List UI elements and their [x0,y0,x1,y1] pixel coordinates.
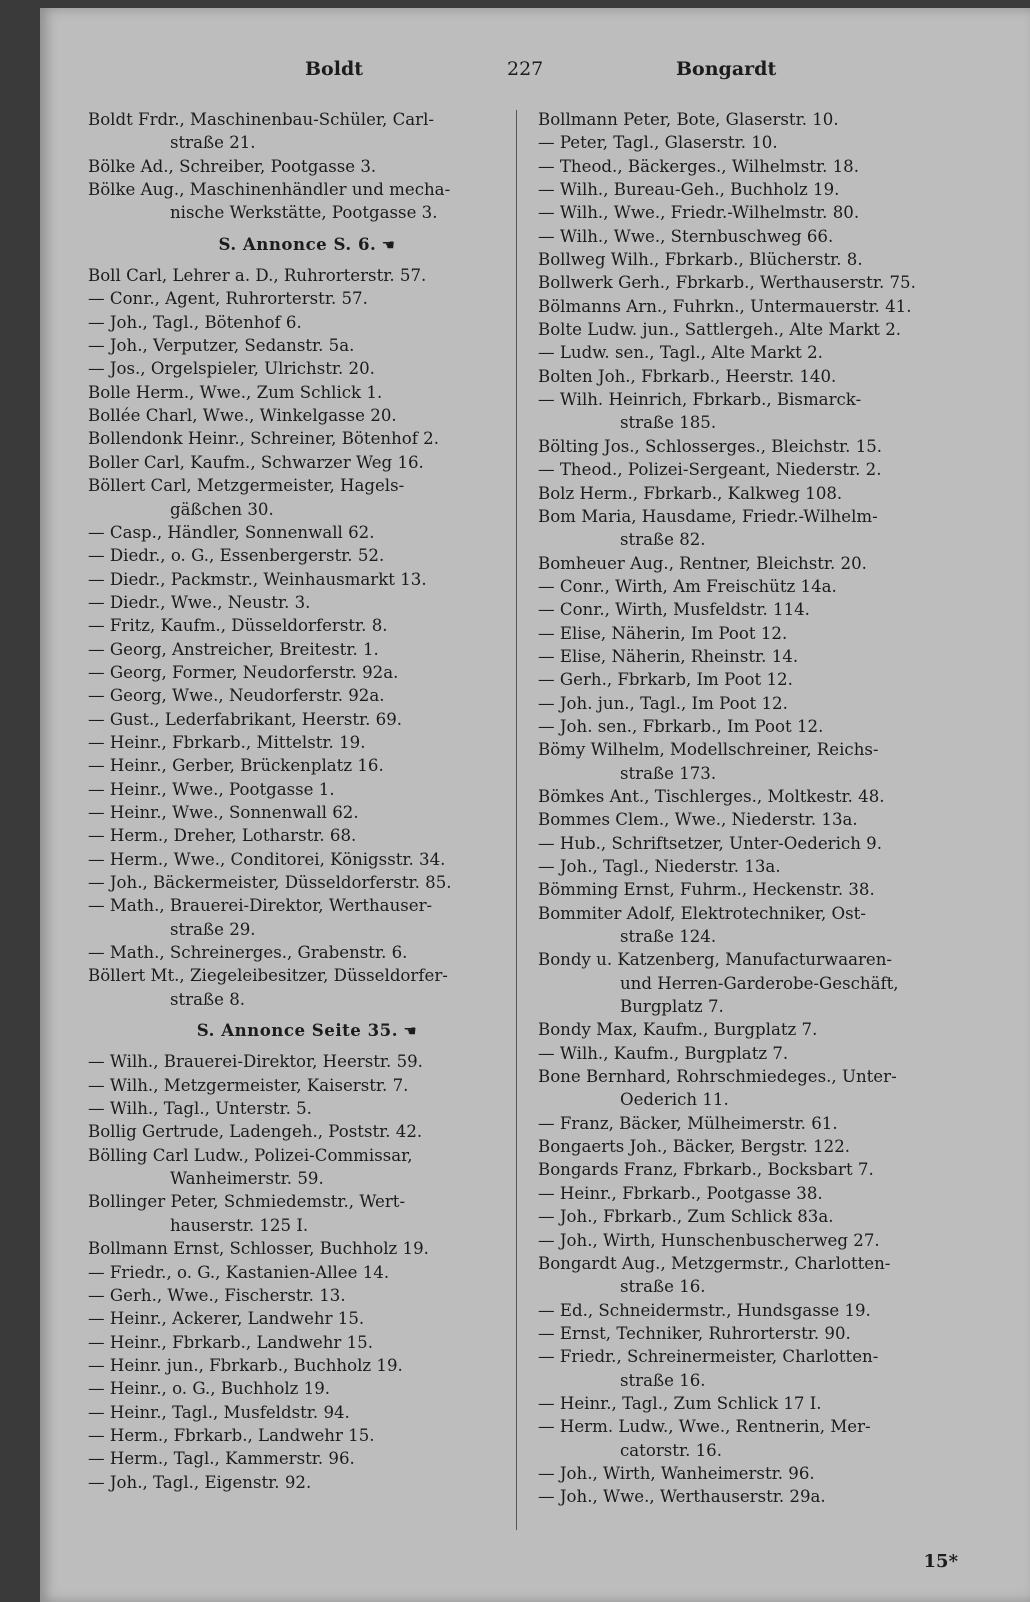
directory-entry [88,661,526,684]
directory-entry [88,357,526,380]
directory-entry [88,1307,526,1330]
entry-text: Bommiter Adolf, Elektrotechniker, Ost- [538,903,866,923]
directory-entry [538,435,976,458]
entry-text: — Herm., Tagl., Kammerstr. 96. [88,1449,355,1469]
directory-entry [88,381,526,404]
directory-entry [88,731,526,754]
header-right-keyword: Bongardt [676,58,777,80]
entry-text: Bölmanns Arn., Fuhrkn., Untermauerstr. 41. [538,296,912,316]
directory-entry [88,1120,526,1143]
entry-text: — Joh., Wirth, Hunschenbuscherweg 27. [538,1230,880,1250]
directory-entry [538,1158,976,1181]
entry-text: Bölling Carl Ludw., Polizei-Commissar, [88,1145,413,1165]
entry-text: Bondy Max, Kaufm., Burgplatz 7. [538,1020,818,1040]
directory-entry [538,1182,976,1205]
directory-entry [538,365,976,388]
directory-entry [538,1392,976,1415]
directory-entry [538,1018,976,1041]
directory-entry [88,754,526,777]
entry-text: — Wilh. Heinrich, Fbrkarb., Bismarck- [538,390,862,410]
entry-text: Bollée Charl, Wwe., Winkelgasse 20. [88,406,397,426]
entry-continuation: nische Werkstätte, Pootgasse 3. [170,203,438,223]
directory-entry [538,878,976,901]
entry-text: — Heinr., Fbrkarb., Mittelstr. 19. [88,732,366,752]
entry-continuation: straße 8. [170,989,246,1009]
directory-entry [538,201,976,224]
directory-entry [538,1112,976,1135]
entry-text: Bongards Franz, Fbrkarb., Bocksbart 7. [538,1160,874,1180]
directory-entry [88,1284,526,1307]
entry-text: — Joh. jun., Tagl., Im Poot 12. [538,693,788,713]
directory-entry [538,388,976,435]
entry-text: — Franz, Bäcker, Mülheimerstr. 61. [538,1113,838,1133]
directory-entry [88,404,526,427]
directory-entry [88,894,526,941]
entry-continuation: straße 16. [620,1277,706,1297]
directory-entry [88,1401,526,1424]
directory-entry [88,155,526,178]
entry-continuation: straße 82. [620,530,706,550]
entry-text: Bollig Gertrude, Ladengeh., Poststr. 42. [88,1122,423,1142]
entry-text: — Elise, Näherin, Rheinstr. 14. [538,646,799,666]
entry-text: — Diedr., Packmstr., Weinhausmarkt 13. [88,569,427,589]
annonce-reference [88,1019,526,1043]
entry-text: — Friedr., o. G., Kastanien-Allee 14. [88,1262,390,1282]
directory-entry [88,708,526,731]
entry-text: — Theod., Bäckerges., Wilhelmstr. 18. [538,156,860,176]
directory-entry [538,1229,976,1252]
directory-entry [88,941,526,964]
right-column [538,108,976,1509]
directory-entry [88,451,526,474]
directory-entry [88,964,526,1011]
directory-entry [538,341,976,364]
entry-text: — Joh., Bäckermeister, Düsseldorferstr. 85. [88,873,452,892]
directory-entry [538,155,976,178]
directory-entry [538,785,976,808]
entry-text: — Heinr., Ackerer, Landwehr 15. [88,1309,365,1329]
entry-text: — Joh., Fbrkarb., Zum Schlick 83a. [538,1207,834,1227]
page-number: 227 [507,58,544,80]
directory-entry [88,1237,526,1260]
entry-continuation: gäßchen 30. [170,499,274,519]
entry-text: Bomheuer Aug., Rentner, Bleichstr. 20. [538,553,867,573]
page-header [40,58,1030,92]
directory-entry [538,645,976,668]
entry-text: — Elise, Näherin, Im Poot 12. [538,623,788,643]
entry-text: — Theod., Polizei-Sergeant, Niederstr. 2. [538,460,882,480]
entry-text: — Gerh., Fbrkarb, Im Poot 12. [538,670,793,690]
entry-text: Bommes Clem., Wwe., Niederstr. 13a. [538,810,858,830]
pointing-hand-icon: ☚ [398,1022,418,1041]
entry-text: Bongaerts Joh., Bäcker, Bergstr. 122. [538,1137,851,1157]
entry-text: — Peter, Tagl., Glaserstr. 10. [538,133,778,153]
entry-continuation: Oederich 11. [620,1090,729,1110]
directory-entry [538,248,976,271]
entry-text: — Heinr., Fbrkarb., Pootgasse 38. [538,1183,823,1203]
directory-entry [88,1097,526,1120]
entry-text: — Wilh., Bureau-Geh., Buchholz 19. [538,180,840,200]
entry-text: — Heinr., Tagl., Musfeldstr. 94. [88,1402,350,1422]
entry-continuation: Wanheimerstr. 59. [170,1169,324,1189]
entry-continuation: straße 21. [170,133,256,153]
annonce-text: S. Annonce S. 6. [218,233,377,254]
directory-entry [88,264,526,287]
directory-entry [88,311,526,334]
directory-entry [538,552,976,575]
entry-text: — Gust., Lederfabrikant, Heerstr. 69. [88,709,403,729]
entry-text: — Diedr., o. G., Essenbergerstr. 52. [88,546,385,566]
entry-text: — Friedr., Schreinermeister, Charlotten- [538,1347,879,1367]
directory-entry [538,738,976,785]
entry-text: — Heinr., Wwe., Sonnenwall 62. [88,802,359,822]
entry-text: — Diedr., Wwe., Neustr. 3. [88,592,311,612]
entry-continuation: straße 185. [620,413,717,433]
entry-text: — Conr., Agent, Ruhrorterstr. 57. [88,289,368,309]
entry-text: — Joh., Tagl., Bötenhof 6. [88,312,302,332]
entry-text: — Wilh., Metzgermeister, Kaiserstr. 7. [88,1075,409,1095]
entry-text: Bolle Herm., Wwe., Zum Schlick 1. [88,382,383,402]
entry-text: — Herm. Ludw., Wwe., Rentnerin, Mer- [538,1417,871,1437]
directory-entry [538,1299,976,1322]
entry-text: Boller Carl, Kaufm., Schwarzer Weg 16. [88,452,424,472]
entry-text: — Math., Brauerei-Direktor, Werthauser- [88,896,433,916]
entry-text: — Joh., Verputzer, Sedanstr. 5a. [88,336,355,356]
entry-text: — Heinr., Gerber, Brückenplatz 16. [88,756,384,776]
entry-text: Bolten Joh., Fbrkarb., Heerstr. 140. [538,366,837,386]
entry-text: — Wilh., Kaufm., Burgplatz 7. [538,1043,789,1063]
entry-text: — Wilh., Tagl., Unterstr. 5. [88,1099,312,1119]
directory-entry [538,855,976,878]
directory-entry [88,334,526,357]
entry-text: Bollweg Wilh., Fbrkarb., Blücherstr. 8. [538,250,863,270]
entry-text: Bolte Ludw. jun., Sattlergeh., Alte Markt 2. [538,320,902,340]
entry-text: — Joh., Tagl., Niederstr. 13a. [538,857,781,876]
entry-text: Bollmann Peter, Bote, Glaserstr. 10. [538,110,839,129]
directory-entry [88,1331,526,1354]
directory-entry [88,1471,526,1494]
directory-entry [538,1322,976,1345]
entry-text: Bölke Ad., Schreiber, Pootgasse 3. [88,156,377,176]
directory-entry [88,1447,526,1470]
directory-entry [88,108,526,155]
entry-text: Bollmann Ernst, Schlosser, Buchholz 19. [88,1239,429,1259]
directory-entry [538,668,976,691]
entry-continuation: straße 29. [170,919,256,939]
directory-entry [88,1377,526,1400]
sheet-signature: 15* [923,1551,958,1572]
directory-entry [88,1050,526,1073]
entry-text: — Georg, Anstreicher, Breitestr. 1. [88,639,379,659]
directory-entry [538,948,976,1018]
entry-text: Bömkes Ant., Tischlerges., Moltkestr. 48. [538,786,885,806]
directory-entry [538,178,976,201]
directory-entry [538,505,976,552]
entry-continuation: straße 124. [620,927,717,947]
entry-text: Böllert Carl, Metzgermeister, Hagels- [88,476,405,496]
entry-text: Bom Maria, Hausdame, Friedr.-Wilhelm- [538,506,878,526]
directory-entry [538,622,976,645]
entry-text: — Heinr., Tagl., Zum Schlick 17 I. [538,1393,822,1413]
entry-text: — Joh., Tagl., Eigenstr. 92. [88,1472,312,1492]
directory-entry [88,1354,526,1377]
entry-text: — Georg, Former, Neudorferstr. 92a. [88,662,399,682]
entry-text: — Ed., Schneidermstr., Hundsgasse 19. [538,1300,871,1320]
directory-entry [538,1252,976,1299]
directory-entry [88,1190,526,1237]
directory-entry [538,1065,976,1112]
directory-entry [88,1424,526,1447]
directory-entry [538,1485,976,1508]
entry-text: Bölting Jos., Schlosserges., Bleichstr. 15. [538,436,883,456]
entry-text: — Gerh., Wwe., Fischerstr. 13. [88,1285,346,1305]
entry-text: — Ludw. sen., Tagl., Alte Markt 2. [538,343,823,363]
directory-entry [538,808,976,831]
directory-entry [88,638,526,661]
entry-continuation: und Herren-Garderobe-Geschäft, Burgplatz 7. [620,973,899,1017]
pointing-hand-icon: ☚ [376,235,396,254]
directory-entry [538,692,976,715]
annonce-text: S. Annonce Seite 35. [196,1020,398,1041]
entry-text: Boll Carl, Lehrer a. D., Ruhrorterstr. 57. [88,266,427,286]
entry-text: — Joh. sen., Fbrkarb., Im Poot 12. [538,716,824,736]
directory-entry [88,591,526,614]
entry-text: Bollinger Peter, Schmiedemstr., Wert- [88,1192,406,1212]
directory-entry [88,544,526,567]
entry-text: Bone Bernhard, Rohrschmiedeges., Unter- [538,1067,897,1087]
directory-entry [88,427,526,450]
directory-entry [88,287,526,310]
directory-entry [88,848,526,871]
entry-text: — Heinr. jun., Fbrkarb., Buchholz 19. [88,1355,403,1375]
directory-entry [88,824,526,847]
directory-entry [88,474,526,521]
entry-text: Bongardt Aug., Metzgermstr., Charlotten- [538,1253,891,1273]
annonce-reference [88,233,526,257]
entry-continuation: straße 173. [620,763,717,783]
directory-entry [538,108,976,131]
entry-text: — Heinr., Fbrkarb., Landwehr 15. [88,1332,374,1352]
directory-entry [88,778,526,801]
directory-entry [538,271,976,294]
directory-entry [538,598,976,621]
directory-entry [88,1144,526,1191]
directory-entry [538,1042,976,1065]
entry-text: Bollendonk Heinr., Schreiner, Bötenhof 2. [88,429,440,449]
directory-entry [88,871,526,894]
entry-text: — Casp., Händler, Sonnenwall 62. [88,522,375,542]
header-left-keyword: Boldt [305,58,364,80]
entry-text: Bollwerk Gerh., Fbrkarb., Werthauserstr. 75. [538,273,916,293]
entry-text: — Herm., Wwe., Conditorei, Königsstr. 34. [88,849,446,869]
entry-continuation: catorstr. 16. [620,1440,723,1460]
entry-text: Bömming Ernst, Fuhrm., Heckenstr. 38. [538,880,875,900]
entry-text: — Herm., Dreher, Lotharstr. 68. [88,826,357,846]
entry-text: — Fritz, Kaufm., Düsseldorferstr. 8. [88,616,388,636]
entry-continuation: straße 16. [620,1370,706,1390]
directory-entry [88,801,526,824]
directory-page [40,8,1030,1602]
directory-entry [538,715,976,738]
entry-text: — Heinr., o. G., Buchholz 19. [88,1379,331,1399]
directory-entry [538,131,976,154]
entry-text: — Wilh., Brauerei-Direktor, Heerstr. 59. [88,1052,423,1072]
directory-entry [538,482,976,505]
entry-text: Böllert Mt., Ziegeleibesitzer, Düsseldorfer- [88,966,448,986]
entry-text: — Wilh., Wwe., Sternbuschweg 66. [538,226,834,246]
entry-text: — Joh., Wirth, Wanheimerstr. 96. [538,1463,815,1483]
directory-entry [88,178,526,225]
entry-text: — Georg, Wwe., Neudorferstr. 92a. [88,686,385,706]
directory-entry [88,1074,526,1097]
directory-entry [538,575,976,598]
entry-text: — Wilh., Wwe., Friedr.-Wilhelmstr. 80. [538,203,860,223]
entry-text: — Conr., Wirth, Musfeldstr. 114. [538,600,810,620]
directory-entry [538,1345,976,1392]
directory-entry [88,614,526,637]
directory-entry [538,295,976,318]
entry-text: — Heinr., Wwe., Pootgasse 1. [88,779,335,799]
directory-entry [538,832,976,855]
entry-text: Boldt Frdr., Maschinenbau-Schüler, Carl- [88,110,435,129]
directory-entry [88,1261,526,1284]
entry-text: — Math., Schreinerges., Grabenstr. 6. [88,943,408,963]
entry-text: Bondy u. Katzenberg, Manufacturwaaren- [538,950,893,970]
directory-entry [88,684,526,707]
entry-text: — Conr., Wirth, Am Freischütz 14a. [538,576,837,596]
entry-text: — Ernst, Techniker, Ruhrorterstr. 90. [538,1323,851,1343]
directory-entry [538,1135,976,1158]
directory-entry [88,521,526,544]
entry-text: Bölke Aug., Maschinenhändler und mecha- [88,180,451,200]
directory-entry [538,1415,976,1462]
directory-entry [538,318,976,341]
entry-continuation: hauserstr. 125 I. [170,1215,309,1235]
entry-text: — Hub., Schriftsetzer, Unter-Oederich 9. [538,833,882,853]
directory-entry [88,568,526,591]
entry-text: — Herm., Fbrkarb., Landwehr 15. [88,1425,375,1445]
directory-entry [538,902,976,949]
column-divider [516,110,517,1530]
directory-entry [538,225,976,248]
entry-text: — Jos., Orgelspieler, Ulrichstr. 20. [88,359,375,379]
entry-text: Bolz Herm., Fbrkarb., Kalkweg 108. [538,483,843,503]
directory-entry [538,1462,976,1485]
entry-text: Bömy Wilhelm, Modellschreiner, Reichs- [538,740,879,760]
entry-text: — Joh., Wwe., Werthauserstr. 29a. [538,1487,826,1507]
left-column [88,108,526,1494]
directory-entry [538,1205,976,1228]
directory-entry [538,458,976,481]
